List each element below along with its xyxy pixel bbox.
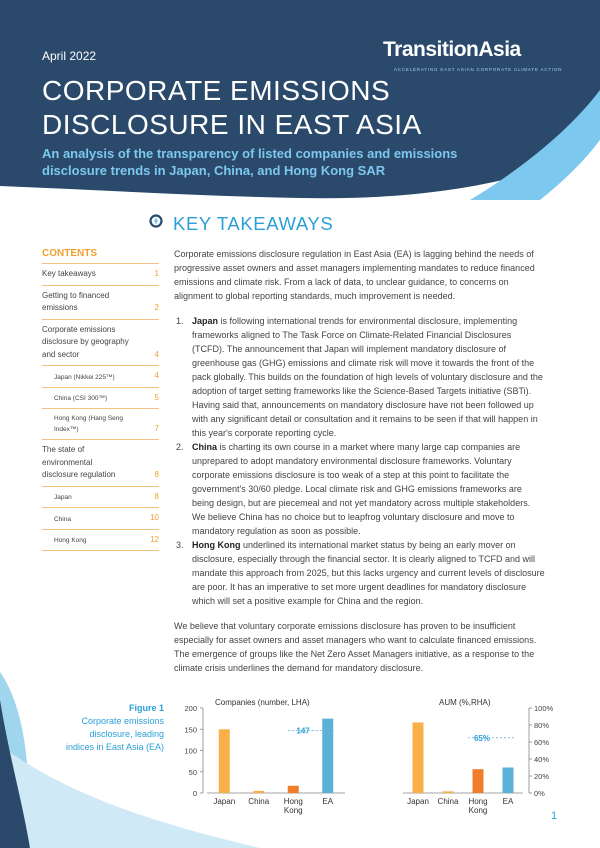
x-tick-label: EA xyxy=(502,797,514,806)
toc-item-page: 10 xyxy=(150,513,159,522)
toc-item[interactable] xyxy=(42,440,159,487)
takeaway-item xyxy=(174,440,546,538)
y-tick-label: 0% xyxy=(534,789,545,798)
toc-item-label: Hong Kong (Hang Seng Index™) xyxy=(54,415,124,433)
toc-item-page: 2 xyxy=(154,303,159,312)
bar-hong-kong xyxy=(473,769,484,793)
x-tick-label: Kong xyxy=(283,806,303,815)
companies-bar-chart xyxy=(175,696,350,821)
toc-item[interactable] xyxy=(42,286,159,320)
toc-item-label: China (CSI 300™) xyxy=(54,395,108,402)
annotation-label: 65% xyxy=(473,733,490,743)
y-tick-label: 60% xyxy=(534,738,550,747)
key-takeaways-heading: KEY TAKEAWAYS xyxy=(173,213,334,234)
toc-item-label: Japan xyxy=(54,494,72,501)
toc-item[interactable] xyxy=(42,508,159,530)
x-tick-label: EA xyxy=(322,797,334,806)
x-tick-label: China xyxy=(437,797,459,806)
toc-item-label: Getting to financed emissions xyxy=(42,290,110,312)
bar-hong-kong xyxy=(288,786,299,793)
x-tick-label: Hong xyxy=(283,797,303,806)
toc-list xyxy=(42,264,159,551)
takeaway-detail: is charting its own course in a market where many large cap companies are unprepared to adopt mandatory environmental disclosure frameworks. Voluntary corporate emissions disclosure is too weak of a step at this point to facilitate the government's 30/60 pledge. Local climate risk and GHG emissions frameworks are being design, but are piecemeal and not yet mandatory across multiple stakeholders. We believe China has no choice but to leapfrog voluntary disclosure and move to mandatory regulation as soon as possible. xyxy=(192,442,531,536)
y-tick-label: 40% xyxy=(534,755,550,764)
x-tick-label: Japan xyxy=(213,797,236,806)
closing-paragraph: We believe that voluntary corporate emissions disclosure has proven to be insufficient especially for asset owners and asset managers who want to calculate financed emissions. The emergence of groups like the Net Zero Asset Managers initiative, as a response to the climate crisis underlines the demand for mandatory disclosure. xyxy=(174,621,537,673)
page-subtitle: An analysis of the transparency of listed companies and emissions disclosure trends in Japan, China, and Hong Kong SAR xyxy=(42,146,458,178)
toc-item-page: 8 xyxy=(154,491,159,501)
y-tick-label: 20% xyxy=(534,772,550,781)
chart-title: Companies (number, LHA) xyxy=(215,698,310,707)
takeaway-number: 2. xyxy=(176,442,184,452)
bar-ea xyxy=(322,719,333,793)
bar-china xyxy=(253,791,264,793)
toc-item[interactable] xyxy=(42,320,159,367)
y-tick-label: 100 xyxy=(184,746,197,756)
toc-item-page: 8 xyxy=(154,470,159,479)
takeaway-lead: Hong Kong xyxy=(192,540,241,550)
page-title xyxy=(42,74,422,142)
toc-item-label: Corporate emissions disclosure by geography and sector xyxy=(42,324,129,359)
title-line-1: CORPORATE EMISSIONS xyxy=(42,75,391,106)
figure-description: Corporate emissions disclosure, leading indices in East Asia (EA) xyxy=(65,716,164,752)
toc-item-label: Key takeaways xyxy=(42,269,96,278)
x-tick-label: China xyxy=(248,797,270,806)
takeaway-text xyxy=(192,314,546,440)
y-tick-label: 200 xyxy=(184,704,197,713)
toc-item[interactable] xyxy=(42,366,159,388)
y-tick-label: 100% xyxy=(534,704,554,713)
y-tick-label: 150 xyxy=(184,725,197,735)
contents-heading: CONTENTS xyxy=(42,248,159,264)
figure-number: Figure 1 xyxy=(128,703,164,713)
toc-item[interactable] xyxy=(42,388,159,410)
bar-china xyxy=(443,791,454,793)
toc-item-page: 4 xyxy=(154,349,159,359)
page-number: 1 xyxy=(551,810,558,822)
y-tick-label: 80% xyxy=(534,721,550,730)
logo-tagline: ACCELERATING EAST ASIAN CORPORATE CLIMATE ACTION xyxy=(394,67,563,72)
figure-caption xyxy=(60,702,164,754)
takeaway-lead: Japan xyxy=(192,316,219,326)
annotation-label: 147 xyxy=(296,726,310,736)
toc-item[interactable] xyxy=(42,530,159,552)
report-date: April 2022 xyxy=(42,49,97,63)
toc-item-page: 1 xyxy=(154,269,159,278)
chart-title: AUM (%,RHA) xyxy=(439,698,491,707)
x-tick-label: Japan xyxy=(407,797,429,806)
intro-paragraph: Corporate emissions disclosure regulation in East Asia (EA) is lagging behind the needs of progressive asset owners and asset managers implementing mandates to reduce financed emissions and climate risk. From a lack of data, to unclear guidance, to concerns on alignment to global reporting standards, much improvement is needed. xyxy=(174,249,535,301)
x-tick-label: Kong xyxy=(468,806,488,815)
toc-item-label: Hong Kong xyxy=(54,537,87,544)
bar-japan xyxy=(219,729,230,793)
toc-item-label: The state of environmental disclosure regulation xyxy=(42,445,116,479)
takeaway-number: 1. xyxy=(176,316,184,326)
key-takeaways-body xyxy=(174,247,546,686)
toc-item-label: China xyxy=(54,515,71,523)
x-tick-label: Hong xyxy=(468,797,488,806)
y-tick-label: 0 xyxy=(192,789,197,798)
takeaway-list xyxy=(174,314,546,608)
transitionasia-logo: TransitionAsia xyxy=(383,38,521,61)
takeaway-text xyxy=(192,440,546,538)
title-line-2: DISCLOSURE IN EAST ASIA xyxy=(42,109,422,140)
takeaway-item xyxy=(174,314,546,440)
y-tick-label: 50 xyxy=(188,767,197,777)
takeaway-number: 3. xyxy=(176,540,184,550)
table-of-contents xyxy=(42,248,159,551)
bar-japan xyxy=(413,722,424,793)
takeaway-text xyxy=(192,538,546,608)
aum-bar-chart xyxy=(395,696,565,821)
toc-item-page: 7 xyxy=(154,423,159,433)
key-takeaways-icon xyxy=(149,214,163,228)
takeaway-item xyxy=(174,538,546,608)
toc-item[interactable] xyxy=(42,409,159,440)
toc-item-page: 4 xyxy=(154,371,159,380)
toc-item-page: 12 xyxy=(150,534,159,544)
toc-item[interactable] xyxy=(42,487,159,509)
toc-item-label: Japan (Nikkei 225™) xyxy=(54,373,115,381)
bar-ea xyxy=(503,768,514,794)
toc-item-page: 5 xyxy=(154,392,159,402)
header-banner xyxy=(0,0,600,200)
takeaway-detail: underlined its international market status by being an early mover on disclosure, especially through the financial sector. It is clearly aligned to TCFD and will mandate this approach from 2025, but this lacks urgency and current levels of disclosure are poor. It has an imperative to set more urgent deadlines for mandatory disclosure which will set a positive example for China and the region. xyxy=(192,540,545,606)
takeaway-detail: is following international trends for environmental disclosure, implementing frameworks aligned to The Task Force on Climate-Related Financial Disclosures (TCFD). The announcement that Japan will implement mandatory disclosure of greenhouse gas (GHG) emissions and climate risk will move it towards the front of the pack globally. This builds on the foundation of high levels of voluntary disclosure and the adoption of target setting frameworks like the Science-Based Targets initiative (SBTi). Having said that, announcements on mandatory disclosure have not been followed up with any significant detail or consultation and it remains to be seen if that will happen in this year's corporate reporting cycle. xyxy=(192,316,543,438)
takeaway-lead: China xyxy=(192,442,218,452)
toc-item[interactable] xyxy=(42,264,159,286)
